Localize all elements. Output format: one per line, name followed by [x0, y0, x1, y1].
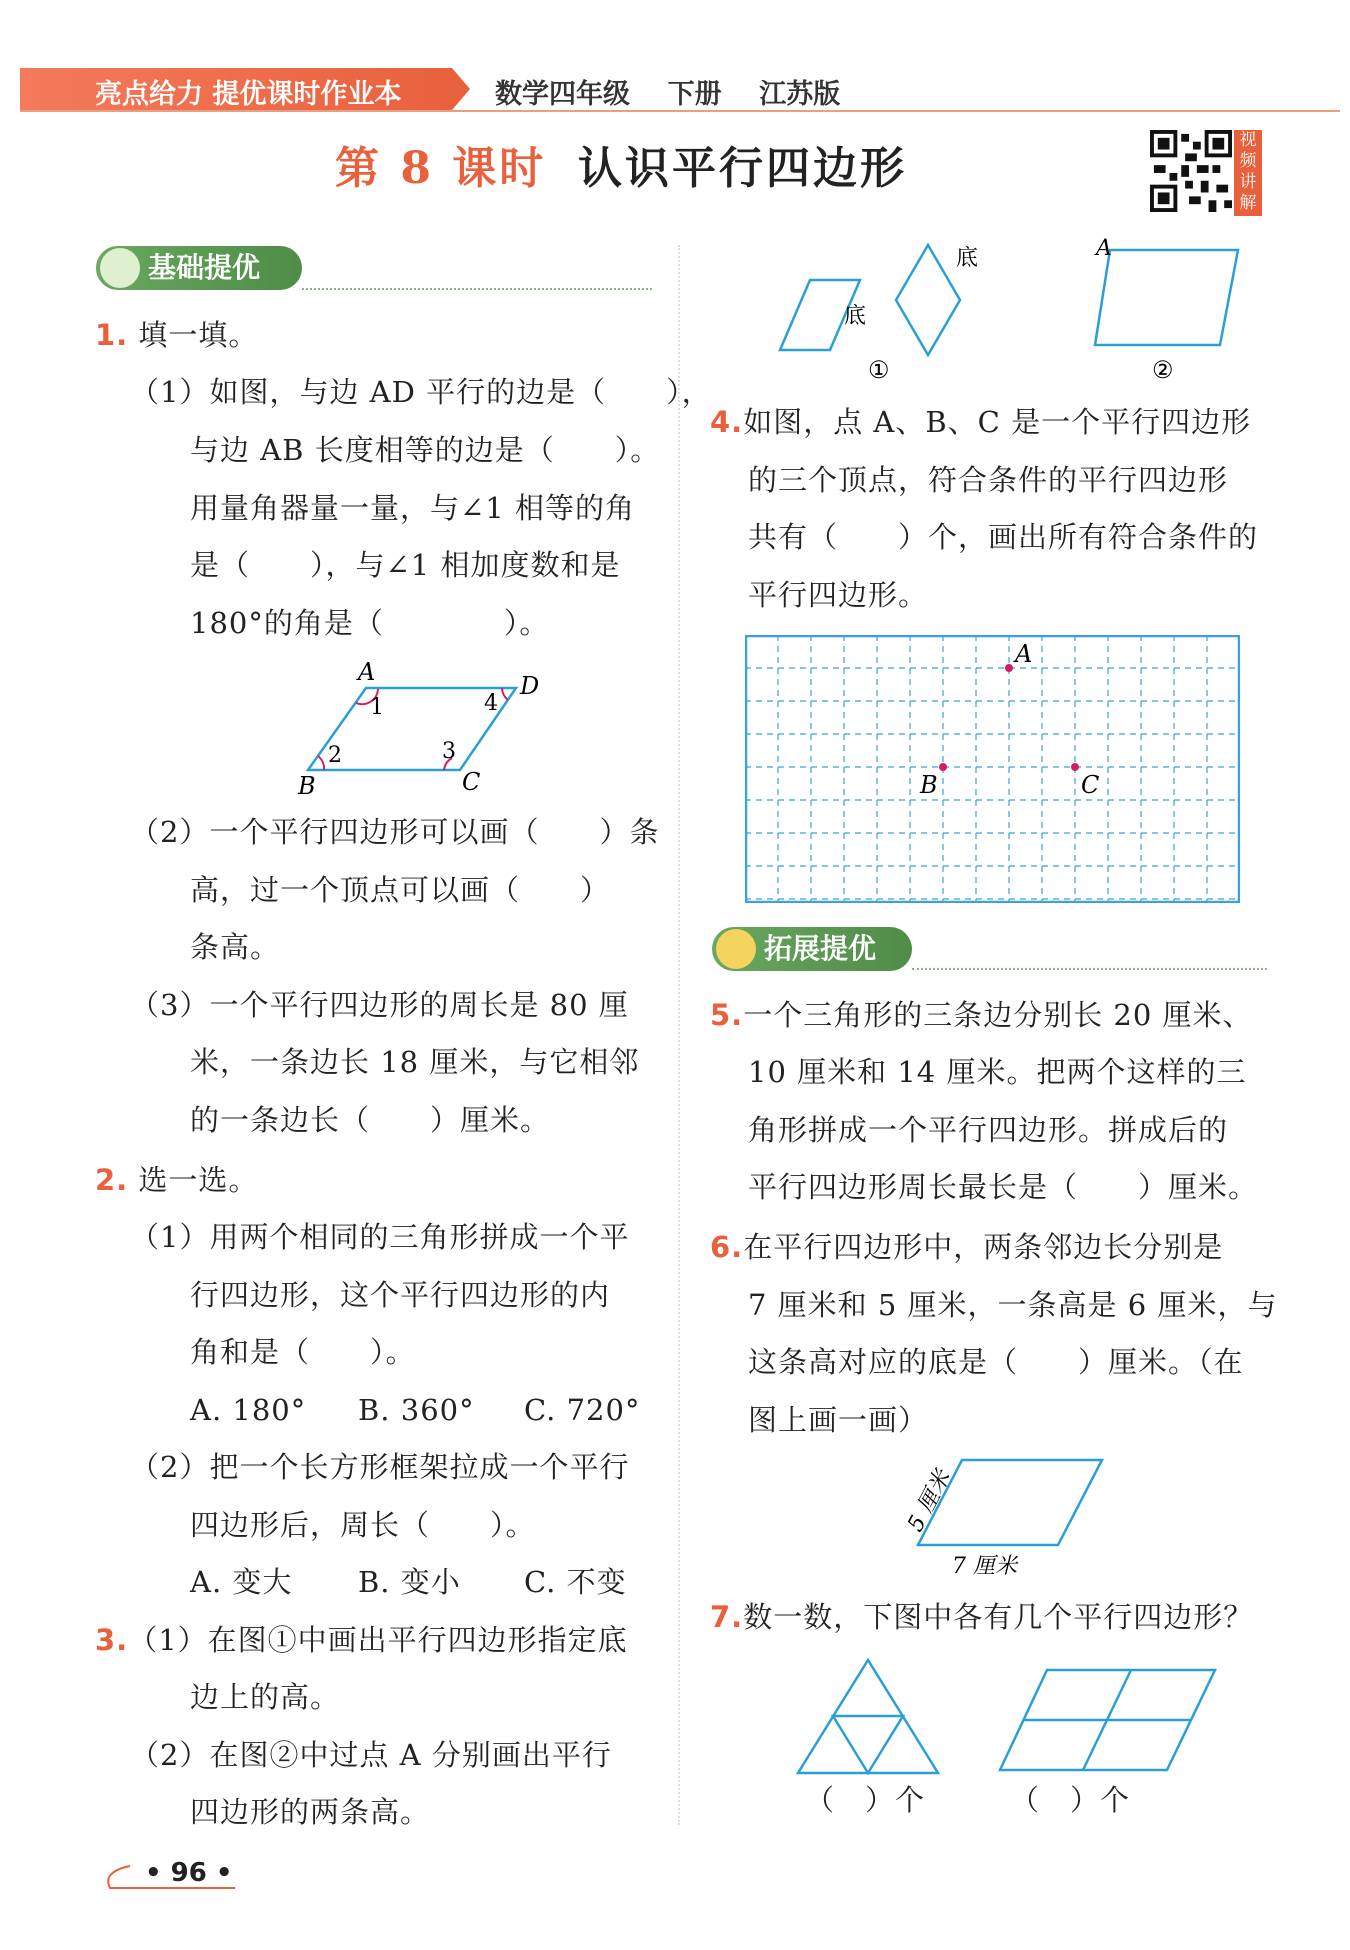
grid-label-c: C	[1081, 771, 1100, 799]
q1-1-line-4: 是（ ），与∠1 相加度数和是	[190, 548, 621, 582]
header-banner-text: 亮点给力 提优课时作业本	[95, 79, 402, 110]
q1-1-line-2: 与边 AB 长度相等的边是（ ）。	[190, 433, 661, 467]
q2-1-line-1: （1）用两个相同的三角形拼成一个平	[130, 1220, 630, 1254]
q2-number: 2.	[95, 1163, 129, 1197]
q5-text-1: 一个三角形的三条边分别长 20 厘米、	[743, 998, 1253, 1032]
q2-1-option-b[interactable]: B. 360°	[358, 1393, 475, 1427]
fig1-angle-3: 3	[442, 739, 456, 764]
page-number: • 96 •	[145, 1858, 233, 1888]
q2-2-option-a[interactable]: A. 变大	[190, 1565, 293, 1599]
q1-2-line-3: 条高。	[190, 930, 281, 964]
q3-line-3: （2）在图②中过点 A 分别画出平行	[130, 1738, 612, 1772]
fig1-angle-1: 1	[370, 695, 384, 720]
fig6-base-label: 7 厘米	[952, 1554, 1017, 1579]
q1-3-line-2: 米，一条边长 18 厘米，与它相邻	[190, 1045, 640, 1079]
q3-1-text: （1）在图①中画出平行四边形指定底	[128, 1623, 628, 1657]
section-extend	[712, 927, 912, 971]
q6-number: 6.	[710, 1230, 744, 1264]
q5-line-3: 角形拼成一个平行四边形。拼成后的	[748, 1113, 1229, 1147]
q6-line-4: 图上画一画）	[748, 1403, 929, 1437]
dot-grid	[745, 635, 1240, 903]
q1-2-line-2: 高，过一个顶点可以画（ ）	[190, 873, 611, 907]
q4-line-2: 的三个顶点，符合条件的平行四边形	[748, 463, 1229, 497]
header-book-info: 数学四年级 下册 江苏版	[495, 79, 841, 110]
fig1-label-a: A	[358, 658, 376, 686]
section-extend-rule	[912, 968, 1267, 970]
q1-3-line-1: （3）一个平行四边形的周长是 80 厘	[130, 988, 629, 1022]
q4-line-1	[710, 402, 1251, 442]
point-c	[1071, 763, 1079, 771]
point-b	[939, 763, 947, 771]
q5-line-2: 10 厘米和 14 厘米。把两个这样的三	[748, 1055, 1247, 1089]
q7-number: 7.	[710, 1600, 744, 1634]
q6-line-3: 这条高对应的底是（ ）厘米。（在	[748, 1345, 1244, 1379]
q4-number: 4.	[710, 405, 744, 439]
q3-line-2: 边上的高。	[190, 1680, 341, 1714]
q2-2-option-c[interactable]: C. 不变	[524, 1565, 627, 1599]
q2-1-option-a[interactable]: A. 180°	[190, 1393, 307, 1427]
q6-text-1: 在平行四边形中，两条邻边长分别是	[743, 1230, 1224, 1264]
fig1-angle-2: 2	[328, 743, 342, 768]
q2-heading	[95, 1160, 258, 1200]
q2-1-option-c[interactable]: C. 720°	[524, 1393, 641, 1427]
q5-line-4: 平行四边形周长最长是（ ）厘米。	[748, 1170, 1259, 1204]
q2-2-line-2: 四边形后，周长（ ）。	[190, 1508, 536, 1542]
q1-1-line-3: 用量角器量一量，与∠1 相等的角	[190, 491, 635, 525]
fig6-side-label: 5 厘米	[903, 1466, 956, 1536]
q1-title: 填一填。	[138, 318, 259, 352]
video-explain-tag[interactable]: 视频讲解	[1234, 130, 1262, 216]
figure-q6-parallelogram	[890, 1455, 1120, 1580]
figure-q7-triangle	[790, 1655, 950, 1780]
q2-2-line-1: （2）把一个长方形框架拉成一个平行	[130, 1450, 630, 1484]
q2-2-option-b[interactable]: B. 变小	[358, 1565, 461, 1599]
fig1-label-c: C	[462, 768, 481, 796]
q1-2-line-1: （2）一个平行四边形可以画（ ）条	[130, 815, 660, 849]
q3-number: 3.	[95, 1623, 129, 1657]
q7-line	[710, 1597, 1253, 1637]
q1-3-line-3: 的一条边长（ ）厘米。	[190, 1103, 551, 1137]
q5-number: 5.	[710, 998, 744, 1032]
q3-line-1	[95, 1620, 628, 1660]
fig1-label-b: B	[298, 772, 316, 798]
q2-1-line-3: 角和是（ ）。	[190, 1335, 416, 1369]
fig3-label-base-1: 底	[844, 304, 867, 329]
page-title: 认识平行四边形	[578, 143, 907, 194]
qr-code-icon[interactable]	[1150, 130, 1232, 212]
point-a	[1005, 664, 1013, 672]
q1-1-line-1: （1）如图，与边 AD 平行的边是（ ），	[130, 375, 712, 409]
lesson-number: 第 8 课时	[335, 143, 547, 194]
fig3-number-2: ②	[1152, 356, 1174, 384]
sprout-icon	[100, 248, 140, 288]
q1-number: 1.	[95, 318, 129, 352]
q2-1-line-2: 行四边形，这个平行四边形的内	[190, 1278, 611, 1312]
q4-line-3: 共有（ ）个，画出所有符合条件的	[748, 520, 1259, 554]
figure-parallelogram-abcd	[290, 658, 550, 798]
q5-line-1	[710, 995, 1253, 1035]
section-extend-label: 拓展提优	[764, 932, 877, 965]
section-basic-label: 基础提优	[148, 251, 261, 284]
q2-title: 选一选。	[138, 1163, 259, 1197]
figure-q3-shapes	[760, 235, 1280, 385]
q4-text-1: 如图，点 A、B、C 是一个平行四边形	[743, 405, 1252, 439]
section-basic-rule	[302, 288, 652, 290]
header-rule	[20, 110, 1340, 112]
fig3-label-base-2: 底	[956, 246, 979, 271]
figure-q7-parallelogram	[995, 1665, 1225, 1775]
q7-answer-blank-2[interactable]: （ ）个	[1010, 1783, 1131, 1817]
q1-heading	[95, 315, 258, 355]
q7-text: 数一数，下图中各有几个平行四边形？	[743, 1600, 1254, 1634]
grid-label-a: A	[1015, 640, 1033, 668]
fig1-angle-4: 4	[484, 691, 498, 716]
fig3-label-a: A	[1096, 236, 1112, 261]
fig3-number-1: ①	[868, 356, 890, 384]
q3-line-4: 四边形的两条高。	[190, 1795, 431, 1829]
fig1-label-d: D	[520, 672, 540, 700]
q4-line-4: 平行四边形。	[748, 578, 929, 612]
hand-pencil-icon	[716, 929, 756, 969]
q1-1-line-5: 180°的角是（ ）。	[190, 606, 550, 640]
q7-answer-blank-1[interactable]: （ ）个	[805, 1783, 926, 1817]
q6-line-1	[710, 1227, 1223, 1267]
column-divider	[678, 245, 680, 1825]
q6-line-2: 7 厘米和 5 厘米，一条高是 6 厘米，与	[748, 1288, 1278, 1322]
section-basic	[96, 246, 302, 290]
grid-label-b: B	[920, 771, 938, 799]
